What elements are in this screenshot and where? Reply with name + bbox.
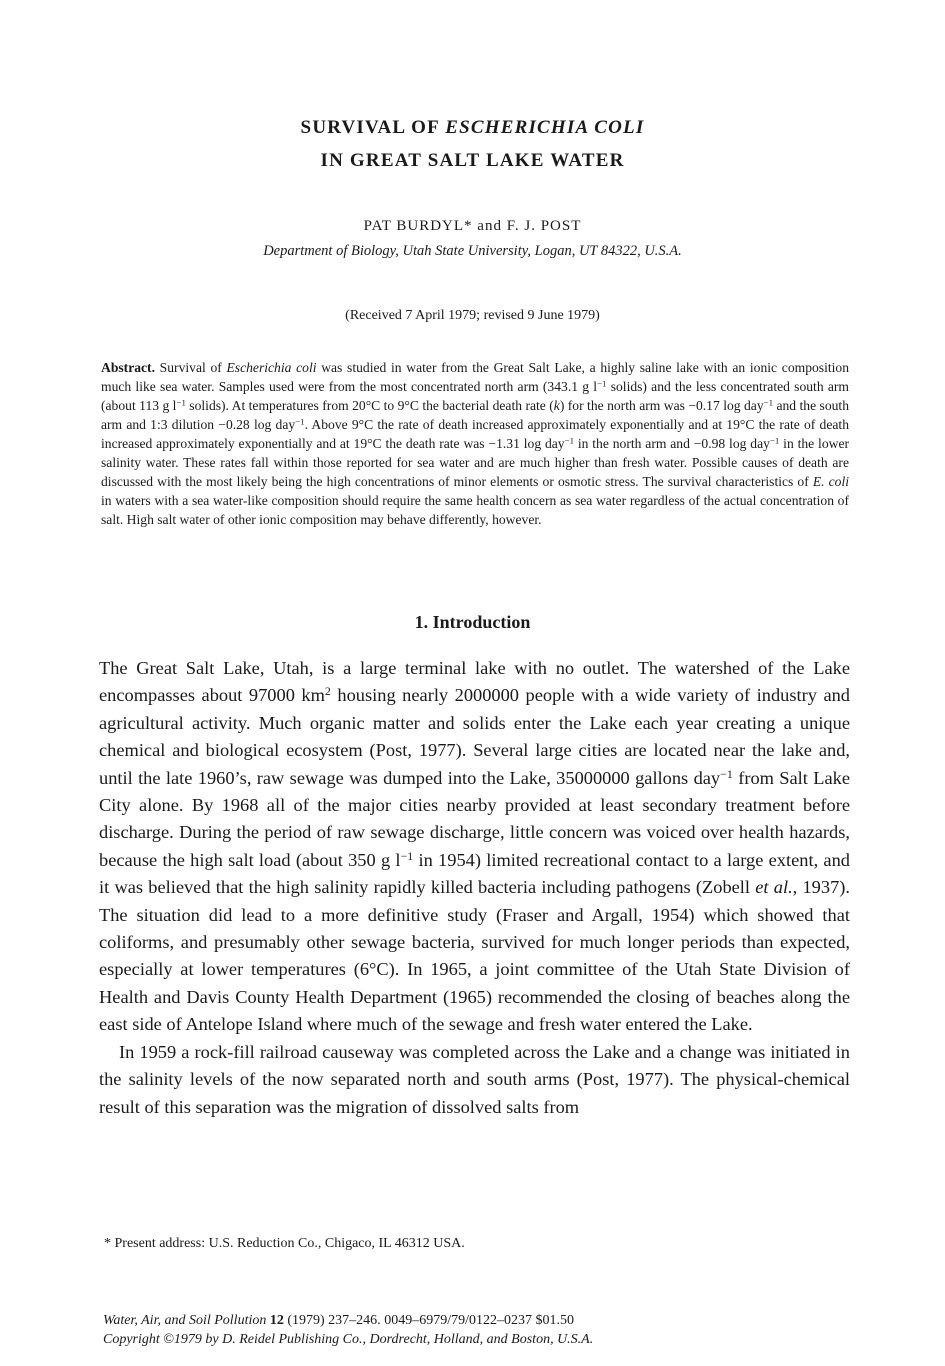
superscript: −1 xyxy=(763,397,774,408)
journal-pages: (1979) 237–246. xyxy=(283,1313,381,1328)
journal-code: 0049–6979/79/0122–0237 $01.50 xyxy=(380,1313,574,1328)
abstract-text: . Above 9°C the rate of death increased approximately exponentially and at 19°C the rate of death increased approximately exponentially and at 19°C the death rate was −1.31 log day xyxy=(101,417,849,451)
journal-volume: 12 xyxy=(266,1313,284,1328)
abstract-text: and the south arm and 1:3 dilution −0.28 log day xyxy=(101,398,849,432)
superscript: −1 xyxy=(720,766,733,781)
abstract-text: in the north arm and −0.98 log day xyxy=(574,436,770,451)
copyright-line: Copyright ©1979 by D. Reidel Publishing Co., Dordrecht, Holland, and Boston, U.S.A. xyxy=(103,1332,594,1347)
superscript: 2 xyxy=(324,684,331,699)
abstract-text: solids). At temperatures from 20°C to 9°C the bacterial death rate ( xyxy=(185,398,554,413)
paragraph xyxy=(99,655,850,1039)
abstract-text: in the lower salinity water. These rates fall within those reported for sea water and are much higher than fresh water. Possible causes of death are discussed with the most likely being the high concentrations of minor elements or osmotic stress. The survival characteristics of xyxy=(101,436,849,489)
abstract-text: ) for the north arm was −0.17 log day xyxy=(559,398,764,413)
article-title-line-2: IN GREAT SALT LAKE WATER xyxy=(320,150,625,171)
journal-footer xyxy=(103,1311,863,1349)
superscript: −1 xyxy=(597,378,607,389)
superscript: −1 xyxy=(176,397,186,408)
paragraph-text: housing nearly 2000000 people with a wide variety of industry and agricultural activity. Much organic matter and solids enter the Lake each year creating a unique chemical and biological ecosystem (Post, 1977). Several large cities are located near the lake and, until the late 1960’s, raw sewage was dumped into the Lake, 35000000 gallons day xyxy=(99,685,850,788)
abstract xyxy=(101,358,849,529)
journal-name: Water, Air, and Soil Pollution xyxy=(103,1313,267,1328)
abstract-species: Escherichia coli xyxy=(226,360,317,375)
title-species: ESCHERICHIA COLI xyxy=(445,117,645,138)
superscript: −1 xyxy=(769,435,780,446)
paragraph-text: in 1954) limited recreational contact to a large extent, and it was believed that the high salinity rapidly killed bacteria including pathogens (Zobell xyxy=(99,849,850,898)
abstract-text: Survival of xyxy=(154,360,227,375)
title-prefix: SURVIVAL OF xyxy=(300,117,446,138)
article-title-line-1 xyxy=(0,117,945,139)
abstract-label: Abstract. xyxy=(101,360,155,375)
superscript: −1 xyxy=(400,848,414,863)
affiliation: Department of Biology, Utah State University, Logan, UT 84322, U.S.A. xyxy=(263,243,682,259)
introduction-body xyxy=(99,655,850,1121)
abstract-text: solids) and the less concentrated south arm (about 113 g l xyxy=(101,379,849,413)
abstract-variable: k xyxy=(553,398,560,413)
citation-etal: et al., xyxy=(755,877,798,898)
superscript: −1 xyxy=(295,416,305,427)
abstract-species: E. coli xyxy=(812,474,849,489)
superscript: −1 xyxy=(564,435,574,446)
footnote: * Present address: U.S. Reduction Co., Chigaco, IL 46312 USA. xyxy=(104,1236,465,1251)
paragraph-text: from Salt Lake City alone. By 1968 all of the major cities nearby provided at least secondary treatment before discharge. During the period of raw sewage discharge, little concern was voiced over health hazards, because the high salt load (about 350 g l xyxy=(99,767,851,870)
citation-line xyxy=(103,1311,863,1330)
paragraph-text: The Great Salt Lake, Utah, is a large terminal lake with no outlet. The watershed of the Lake encompasses about 97000 km xyxy=(99,658,850,706)
section-heading: 1. Introduction xyxy=(414,612,531,632)
abstract-text: was studied in water from the Great Salt Lake, a highly saline lake with an ionic composition much like sea water. Samples used were from the most concentrated north arm (343.1 g l xyxy=(101,360,849,394)
paragraph: In 1959 a rock-fill railroad causeway was completed across the Lake and a change was initiated in the salinity levels of the now separated north and south arms (Post, 1977). The physical-chemical result of this separation was the migration of dissolved salts from xyxy=(99,1041,850,1117)
authors: PAT BURDYL* and F. J. POST xyxy=(363,218,582,234)
paragraph-text: 1937). The situation did lead to a more definitive study (Fraser and Argall, 1954) which showed that coliforms, and presumably other sewage bacteria, survived for much longer periods than expected, especially at lower temperatures (6°C). In 1965, a joint committee of the Utah State Division of Health and Davis County Health Department (1965) recommended the closing of beaches along the east side of Antelope Island where much of the sewage and fresh water entered the Lake. xyxy=(99,877,850,1035)
received-dates: (Received 7 April 1979; revised 9 June 1979) xyxy=(345,308,600,323)
abstract-text: in waters with a sea water-like composition should require the same health concern as sea water regardless of the actual concentration of salt. High salt water of other ionic composition may behave differently, however. xyxy=(101,493,849,527)
